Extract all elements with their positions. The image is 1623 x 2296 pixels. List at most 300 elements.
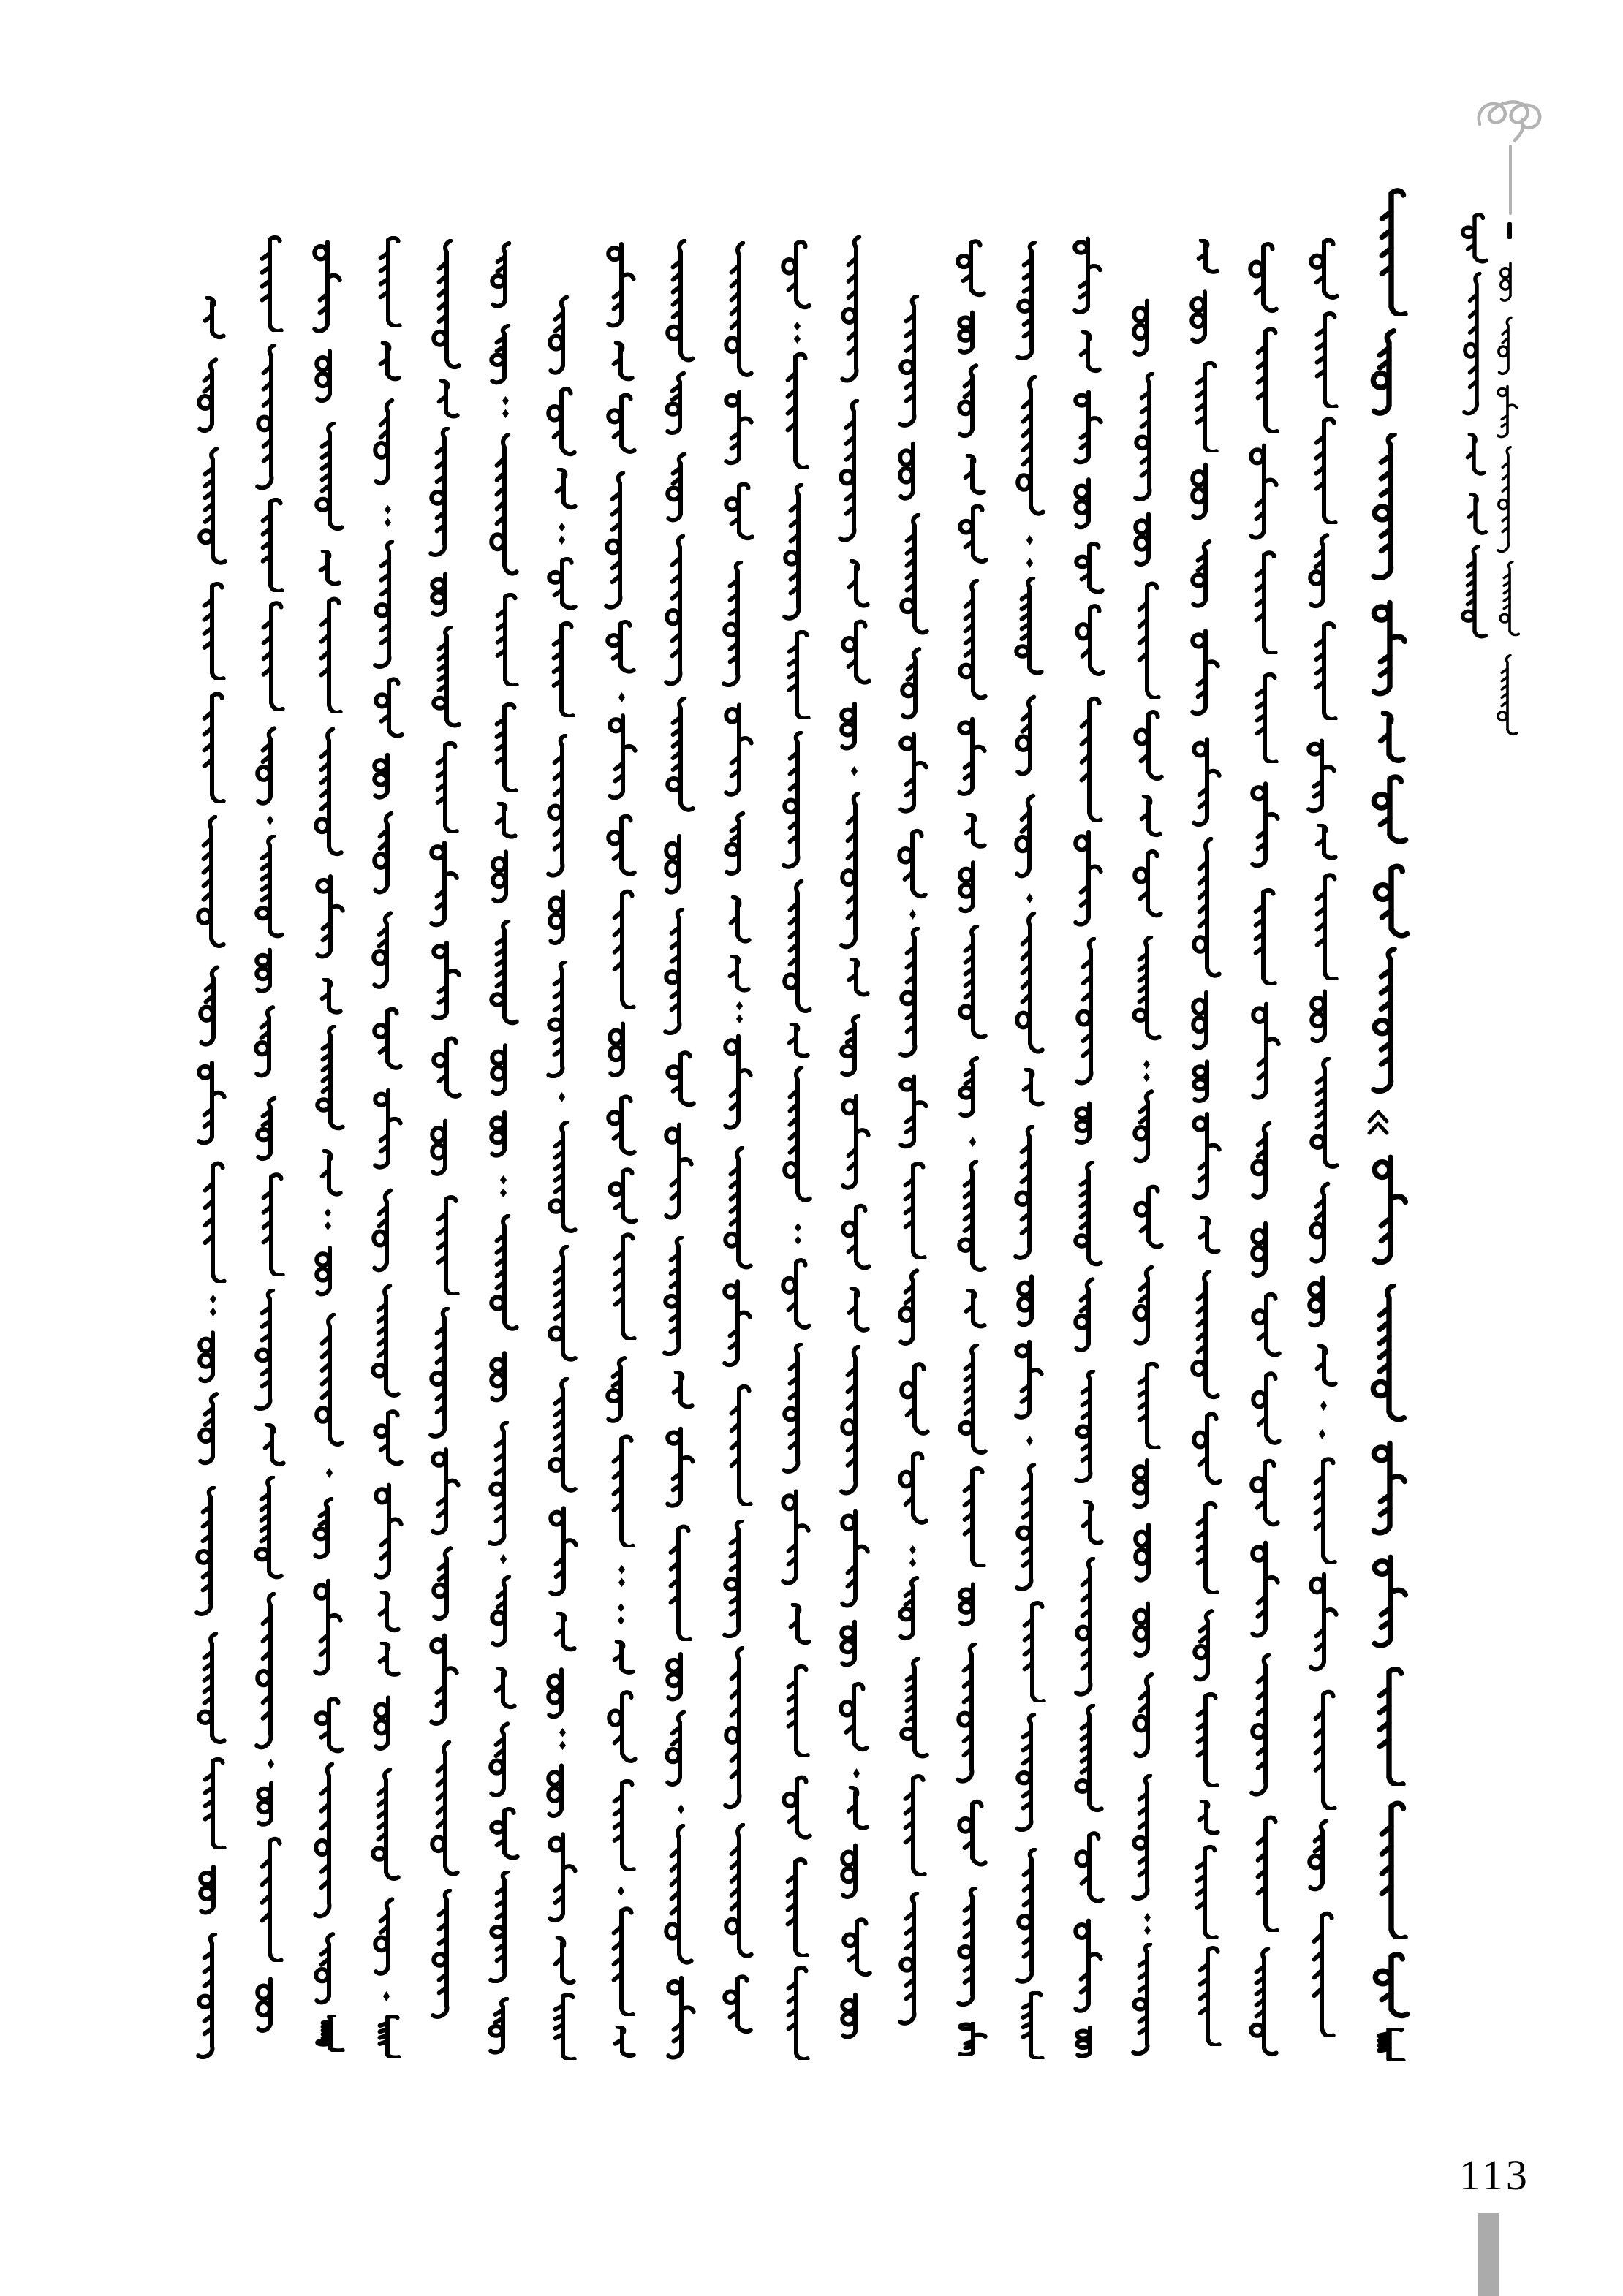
script-word-glyph [1249,1653,1282,1797]
script-word-glyph [663,534,697,686]
body-text-column [312,239,346,2052]
script-word-glyph [1308,311,1342,408]
script-word-glyph [196,1161,230,1283]
script-word-glyph [545,1936,579,1986]
script-word-glyph [1313,1429,1331,1439]
script-word-glyph [897,295,931,428]
script-word-glyph [896,1162,930,1259]
script-word-glyph [1013,793,1046,881]
script-word-glyph [1132,372,1166,501]
script-word-glyph [605,814,638,878]
script-word-glyph [1307,1571,1341,1674]
script-word-glyph [312,1697,346,1754]
script-word-glyph [606,1020,640,1078]
script-word-glyph [956,310,989,355]
script-word-glyph [488,1575,522,1649]
script-word-glyph [722,811,756,877]
script-word-glyph [1307,824,1341,860]
script-word-glyph [1138,1913,1157,1935]
script-word-glyph [1073,1557,1107,1697]
script-word-glyph [605,241,638,330]
script-word-glyph [664,1371,697,1409]
script-word-glyph [722,1646,756,1810]
script-word-glyph [1189,989,1223,1051]
script-word-glyph [897,732,931,815]
script-word-glyph [1132,795,1165,838]
script-word-glyph [430,239,464,371]
script-word-glyph [1190,1111,1224,1202]
script-word-glyph [605,1434,638,1547]
script-word-glyph [369,1284,403,1399]
body-text-column [1248,241,1282,2058]
script-word-glyph [1130,936,1164,1042]
script-word-glyph [605,1906,638,2016]
script-word-glyph [898,513,931,637]
script-word-glyph [898,1657,931,1759]
script-word-glyph [1307,621,1341,720]
script-word-glyph [956,1344,990,1456]
script-word-glyph [545,1667,578,1719]
script-word-glyph [605,2026,639,2058]
script-word-glyph [1189,461,1222,521]
script-word-glyph [1307,1181,1341,1266]
script-word-glyph [964,1137,982,1147]
script-word-glyph [430,1546,464,1623]
script-word-glyph [314,1025,347,1132]
script-word-glyph [371,236,405,327]
script-word-glyph [313,1245,347,1297]
script-word-glyph [1189,539,1222,610]
script-word-glyph [371,341,404,382]
script-word-glyph [428,1632,461,1728]
script-word-glyph [312,1932,346,2007]
script-word-glyph [896,1576,930,1642]
script-word-glyph [311,550,344,586]
script-word-glyph [312,1762,346,1919]
script-word-glyph [546,1831,580,1925]
script-word-glyph [1249,1815,1282,1932]
script-word-glyph [788,322,806,344]
script-word-glyph [898,1361,931,1438]
script-word-glyph [1308,988,1342,1044]
script-word-glyph [1014,1068,1048,1107]
script-word-glyph [195,1632,229,1746]
script-word-glyph [553,1728,572,1750]
script-word-glyph [896,828,929,901]
script-word-glyph [897,1074,931,1150]
script-word-glyph [665,1975,698,2061]
script-word-glyph [1370,947,1411,1094]
script-word-glyph [662,1824,696,1967]
body-text-column [371,236,404,2058]
script-word-glyph [779,1023,813,1058]
script-word-glyph [253,1289,287,1411]
script-word-glyph [662,1121,696,1222]
script-word-glyph [1189,239,1222,274]
script-word-glyph [488,1110,521,1158]
script-word-glyph [488,1214,521,1333]
script-word-glyph [1314,1401,1333,1411]
script-word-glyph [1072,1830,1106,1906]
script-word-glyph [1131,1600,1165,1659]
script-word-glyph [1371,1952,1412,2020]
script-word-glyph [662,908,696,1035]
script-word-glyph [314,2015,347,2052]
script-word-glyph [428,1118,462,1177]
header-text-column [1497,261,1521,766]
body-text-column [1072,236,1106,2058]
body-text-column [1370,188,1411,2061]
script-word-glyph [494,1175,512,1197]
script-word-glyph [781,731,814,869]
script-word-glyph [956,925,990,1041]
script-word-glyph [605,1094,638,1157]
script-word-glyph [488,1871,521,1983]
script-word-glyph [429,379,463,419]
script-word-glyph [603,471,637,610]
script-word-glyph [553,523,571,545]
script-word-glyph [956,454,989,496]
body-text-column [429,239,463,2056]
script-word-glyph [262,1759,280,1769]
script-word-glyph [838,701,871,751]
script-word-glyph [195,1060,229,1147]
script-word-glyph [721,1278,754,1369]
script-word-glyph [898,647,932,721]
script-word-glyph [254,726,287,808]
body-text-column [546,295,580,2060]
script-word-glyph [312,1149,346,1197]
script-word-glyph [1189,628,1222,718]
script-word-glyph [197,1864,230,1915]
script-word-glyph [839,792,872,950]
script-word-glyph [839,559,873,609]
script-word-glyph [1371,1800,1412,1939]
script-word-glyph [1369,1440,1410,1537]
script-word-glyph [546,1377,580,1494]
script-word-glyph [779,1257,813,1332]
script-word-glyph [722,1146,755,1271]
script-word-glyph [313,422,347,532]
script-word-glyph [1246,241,1280,315]
script-word-glyph [488,593,522,686]
script-word-glyph [781,879,814,1015]
script-word-glyph [1021,893,1039,903]
script-word-glyph [1249,1001,1283,1102]
script-word-glyph [956,716,989,797]
script-word-glyph [1130,1943,1164,2056]
script-word-glyph [1249,1220,1282,1278]
script-word-glyph [1071,330,1105,374]
script-word-glyph [663,1710,697,1789]
script-word-glyph [606,713,640,802]
body-text-column [780,239,814,2060]
script-word-glyph [197,965,230,1049]
script-word-glyph [254,344,288,490]
script-word-glyph [956,579,990,702]
body-text-column [956,239,989,2056]
script-word-glyph [839,1508,872,1610]
script-word-glyph [195,357,229,435]
script-word-glyph [781,1603,814,1645]
script-word-glyph [672,1804,690,1814]
script-word-glyph [546,1245,580,1363]
script-word-glyph [781,1066,814,1205]
script-word-glyph [486,1997,520,2056]
body-text-column [254,235,287,2054]
page-number: 113 [1459,2151,1530,2199]
script-word-glyph [662,833,696,895]
script-word-glyph [371,752,404,800]
script-word-glyph [370,1188,404,1275]
script-word-glyph [253,235,287,332]
script-word-glyph [1459,545,1490,640]
script-word-glyph [1072,1917,1105,2015]
script-word-glyph [605,1779,639,1871]
script-word-glyph [1306,1457,1340,1564]
script-word-glyph [487,1421,521,1546]
script-word-glyph [488,1350,521,1403]
script-word-glyph [605,889,639,1009]
script-word-glyph [1247,1947,1281,2058]
script-word-glyph [1249,1121,1282,1202]
script-word-glyph [1370,1554,1411,1650]
script-word-glyph [1072,542,1106,595]
script-word-glyph [494,1554,512,1564]
script-word-glyph [956,363,989,440]
script-word-glyph [1188,361,1222,452]
script-word-glyph [837,399,871,542]
body-text-column [663,239,697,2061]
script-word-glyph [196,1757,230,1849]
script-word-glyph [1072,829,1105,929]
script-word-glyph [488,920,521,1026]
script-word-glyph [837,1681,871,1754]
script-word-glyph [896,1268,930,1348]
script-word-glyph [313,348,347,403]
script-word-glyph [1072,696,1106,822]
script-word-glyph [1188,1845,1222,1939]
script-word-glyph [254,498,287,592]
script-word-glyph [371,1007,404,1072]
script-word-glyph [897,1892,931,2026]
script-word-glyph [1015,1848,1048,1984]
script-word-glyph [1014,375,1048,518]
script-word-glyph [1014,1463,1048,1591]
script-word-glyph [613,1565,631,1587]
script-word-glyph [1131,1265,1165,1348]
script-word-glyph [613,692,631,702]
script-word-glyph [546,1121,580,1235]
script-word-glyph [612,1603,630,1625]
script-word-glyph [488,433,521,578]
script-word-glyph [369,1768,403,1882]
header-text-column [1460,213,1491,667]
script-word-glyph [1189,1501,1222,1594]
body-text-column [897,295,931,2054]
script-word-glyph [839,1287,873,1333]
script-word-glyph [904,909,922,920]
script-word-glyph [1461,272,1492,416]
script-word-glyph [1013,694,1047,778]
script-word-glyph [904,1545,922,1567]
script-word-glyph [1132,709,1165,783]
script-word-glyph [605,393,638,455]
script-word-glyph [1072,1161,1105,1268]
script-word-glyph [379,505,397,527]
script-word-glyph [1013,1125,1046,1260]
script-word-glyph [1369,2028,1410,2061]
script-word-glyph [372,540,406,669]
script-word-glyph [1072,1704,1106,1814]
script-word-glyph [605,1640,638,1675]
script-word-glyph [1072,1277,1105,1355]
script-word-glyph [194,815,228,950]
script-word-glyph [1130,298,1164,357]
script-word-glyph [1246,888,1280,985]
script-word-glyph [1073,2026,1107,2058]
script-word-glyph [547,468,580,510]
script-word-glyph [254,1976,287,2034]
script-word-glyph [371,1088,405,1171]
script-word-glyph [372,1482,406,1582]
ornament-stem-line [1509,145,1512,215]
script-word-glyph [1015,1273,1048,1327]
script-word-glyph [1073,1370,1107,1483]
script-word-glyph [898,927,931,1058]
script-word-glyph [1021,1436,1039,1446]
script-word-glyph [956,860,990,914]
script-word-glyph [428,1740,462,1879]
script-word-glyph [1308,873,1342,980]
script-word-glyph [1189,1800,1223,1835]
body-text-column [195,296,229,2059]
script-word-glyph [255,1423,289,1467]
script-word-glyph [195,1933,229,2059]
script-word-glyph [604,341,638,382]
body-text-column [1189,239,1223,2060]
script-word-glyph [1369,599,1410,698]
script-word-glyph [488,702,521,792]
script-word-glyph [1131,849,1165,920]
script-word-glyph [1138,1060,1156,1082]
script-word-glyph [789,1223,807,1245]
script-word-glyph [430,1036,464,1100]
script-word-glyph [311,239,344,336]
script-word-glyph [312,727,346,858]
script-word-glyph [1191,1609,1225,1683]
script-word-glyph [839,958,873,997]
script-word-glyph [371,2015,404,2058]
script-word-glyph [488,324,521,386]
script-word-glyph [1305,738,1339,814]
script-word-glyph [1014,1991,1048,2059]
script-word-glyph [1130,1362,1164,1449]
script-word-glyph [1132,511,1165,567]
body-text-column [722,241,755,2056]
script-word-glyph [486,1667,520,1710]
header-dash-mark [1507,222,1512,239]
script-word-glyph [664,1651,697,1702]
script-word-glyph [430,940,464,1022]
script-word-glyph [428,1307,461,1439]
script-word-glyph [261,815,279,825]
script-word-glyph [1496,316,1521,377]
script-word-glyph [782,483,815,621]
script-word-glyph [429,1195,463,1295]
script-word-glyph [1015,1601,1049,1702]
script-word-glyph [722,1823,756,1960]
script-word-glyph [1130,1774,1164,1901]
script-word-glyph [839,1992,872,2039]
script-word-glyph [1306,1689,1340,1810]
script-word-glyph [430,1889,464,2019]
script-word-glyph [377,1991,396,2001]
script-word-glyph [1072,1101,1106,1145]
script-word-glyph [1021,535,1039,545]
script-word-glyph [1132,1521,1165,1583]
script-word-glyph [664,239,697,364]
script-word-glyph [1371,863,1412,940]
script-word-glyph [428,840,461,929]
script-word-glyph [312,978,346,1015]
script-word-glyph [546,1993,580,2060]
script-word-glyph [954,239,988,298]
script-word-glyph [612,1886,630,1896]
script-word-glyph [839,235,873,383]
script-word-glyph [1369,1284,1410,1424]
script-word-glyph [1013,912,1047,1056]
script-word-glyph [371,1694,405,1751]
script-word-glyph [314,874,347,961]
script-word-glyph [429,1447,463,1537]
body-text-column [839,235,872,2058]
script-word-glyph [779,1488,813,1588]
script-word-glyph [194,1486,227,1616]
script-word-glyph [553,1092,571,1102]
script-word-glyph [1248,672,1282,763]
script-word-glyph [1072,477,1105,530]
script-word-glyph [663,371,697,436]
script-word-glyph [196,447,230,567]
script-word-glyph [545,1762,578,1819]
script-word-glyph [1130,1458,1164,1509]
script-word-glyph [721,1974,754,2035]
script-word-glyph [1074,937,1108,1086]
script-word-glyph [1071,236,1105,316]
script-word-glyph [606,1232,640,1340]
script-word-glyph [1459,433,1489,477]
script-word-glyph [1073,1500,1107,1546]
script-word-glyph [428,427,461,557]
script-word-glyph [606,1167,640,1225]
script-word-glyph [845,766,863,776]
script-word-glyph [780,1775,814,1841]
script-word-glyph [839,1842,872,1900]
script-word-glyph [1369,1667,1410,1786]
script-word-glyph [722,482,756,542]
script-word-glyph [254,601,288,711]
script-word-glyph [252,1005,286,1080]
flourish-ornament-icon [1474,96,1550,151]
script-word-glyph [604,620,638,675]
script-word-glyph [372,677,406,740]
script-word-glyph [779,1857,812,1957]
script-word-glyph [664,1426,697,1509]
script-word-glyph [839,1786,872,1831]
script-word-glyph [779,352,812,469]
script-word-glyph [1190,1216,1224,1254]
